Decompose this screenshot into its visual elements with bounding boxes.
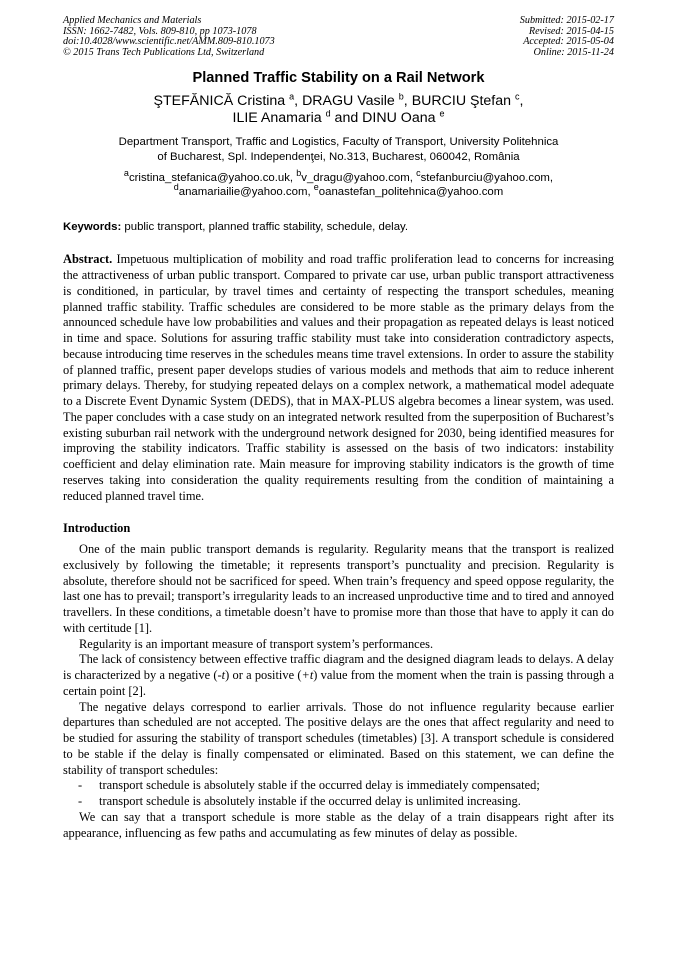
- dash-bullet: -: [78, 778, 83, 793]
- journal-header: [63, 16, 614, 58]
- date-revised: Revised: 2015-04-15: [528, 25, 614, 37]
- list-item: [63, 794, 614, 810]
- email-mark: a: [123, 168, 129, 179]
- dash-bullet: -: [78, 794, 83, 809]
- email-line: [63, 182, 614, 199]
- date-online: Online: 2015-11-24: [533, 46, 614, 58]
- date-submitted: Submitted: 2015-02-17: [519, 15, 614, 26]
- journal-doi: doi:10.4028/www.scientific.net/AMM.809-810.1073: [63, 36, 275, 48]
- email-address[interactable]: anamariailie@yahoo.com,: [178, 186, 314, 199]
- paragraph: The negative delays correspond to earlier arrivals. Those do not influence regularity because earlier departures than scheduled are not accepted. The positive delays are the ones that affect regularity and need to be studied for assuring the stability of transport schedules (timetables) [3]. A transport schedule is considered to be stable if the delay is finally compensated or eliminated. Based on this statement, we can define the stability of transport schedules:: [63, 699, 614, 777]
- author-name: ŞTEFĂNICĂ Cristina: [153, 93, 286, 110]
- email-address[interactable]: stefanburciu@yahoo.com,: [420, 172, 554, 185]
- journal-issn: ISSN: 1662-7482, Vols. 809-810, pp 1073-1078: [63, 25, 257, 37]
- journal-copyright: © 2015 Trans Tech Publications Ltd, Switzerland: [63, 46, 265, 58]
- author-affil-mark: d: [325, 108, 331, 119]
- paragraph: [63, 652, 614, 699]
- email-address[interactable]: oanastefan_politehnica@yahoo.com: [318, 186, 504, 199]
- list-item: [63, 778, 614, 794]
- section-heading-introduction: Introduction: [63, 521, 131, 536]
- affiliation-line: of Bucharest, Spl. Independenţei, No.313, Bucharest, 060042, România: [157, 151, 520, 164]
- affiliation: [63, 135, 614, 165]
- keywords-label: Keywords:: [63, 221, 122, 234]
- paragraph: One of the main public transport demands is regularity. Regularity means that the transport is realized exclusively by following the timetable; it represents transport’s punctuality and precision. Regularity is absolute, therefore should not be sacrificed for speed. When train’s frequency and speed oppose regularity, the last one has to prevail; transport’s irregularity leads to an increased unproductive time and to tired and annoyed travellers. In these conditions, a timetable doesn’t have to promise more than those that have to apply it can do with certitude [1].: [63, 542, 614, 635]
- author-list: [63, 93, 614, 127]
- list-item-text: transport schedule is absolutely instable if the occurred delay is unlimited increasing.: [99, 794, 521, 809]
- author-name: ILIE Anamaria: [232, 110, 322, 127]
- abstract: [63, 252, 614, 504]
- author-affil-mark: c: [515, 91, 520, 102]
- email-mark: e: [313, 182, 319, 193]
- email-line: [63, 168, 614, 185]
- paragraph-text: ) or a positive (: [225, 668, 302, 683]
- email-address[interactable]: v_dragu@yahoo.com,: [301, 172, 417, 185]
- date-accepted: Accepted: 2015-05-04: [523, 36, 614, 48]
- paragraph-text: The lack of consistency between effective traffic diagram and the designed diagram leads to delays. A delay is characterized by a negative (: [63, 652, 614, 683]
- math-negative-t: -t: [217, 668, 226, 683]
- author-affil-mark: b: [398, 91, 404, 102]
- email-address[interactable]: cristina_stefanica@yahoo.co.uk,: [128, 172, 297, 185]
- author-affil-mark: a: [289, 91, 295, 102]
- email-mark: d: [173, 182, 179, 193]
- paragraph: We can say that a transport schedule is more stable as the delay of a train disappears right after its appearance, influencing as few paths and accumulating as few minutes of delay as possible.: [63, 809, 614, 840]
- author-separator: ,: [294, 93, 303, 110]
- keywords-text: public transport, planned traffic stability, schedule, delay.: [121, 221, 409, 234]
- journal-info: [63, 16, 275, 58]
- abstract-text: Impetuous multiplication of mobility and road traffic proliferation lead to concerns for increasing the attractiveness of urban public transport. Compared to private car use, urban public transport attractiveness is conditioned, in particular, by travel times and certainty of respecting the transport schedules, meaning planned traffic stability. Traffic schedules are considered to be more stable as the primary delays from the announced schedule have low probabilities and values and their propagation as repeated delays is least noticed in time and space. Solutions for assuring traffic stability must take into consideration contradictory aspects, because introducing time reserves in the schedules means time travel extensions. In order to assure the stability of planned traffic, present paper develops studies of various models and methods that aim to reduce inherent primary delays. Thereby, for studying repeated delays on a complex network, a mathematical model adequate to a Discrete Event Dynamic System (DEDS), that in MAX-PLUS algebra becomes a linear system, was used. The paper concludes with a case study on an integrated network resulted from the superposition of Bucharest’s existing suburban rail network with the underground network designed for 2030, being identified measures for improving the stability indicators. Traffic stability is assessed on the basis of two indicators: instability coefficient and delay elimination rate. Main measure for improving stability indicators is the growth of time reserves taking into consideration the quality requirements resulting from the condition of maintaining a reduced planned travel time.: [63, 252, 614, 503]
- author-name: BURCIU Ştefan: [411, 93, 512, 110]
- journal-name: Applied Mechanics and Materials: [63, 15, 202, 26]
- list-item-text: transport schedule is absolutely stable if the occurred delay is immediately compensated;: [99, 778, 540, 793]
- author-separator: ,: [403, 93, 412, 110]
- paragraph: Regularity is an important measure of transport system’s performances.: [79, 636, 434, 651]
- email-mark: c: [416, 168, 421, 179]
- affiliation-line: Department Transport, Traffic and Logistics, Faculty of Transport, University Politehnica: [118, 136, 559, 149]
- keywords: [63, 220, 614, 234]
- author-affil-mark: e: [439, 108, 445, 119]
- submission-dates: [520, 16, 614, 58]
- stability-definition-list: [63, 778, 614, 810]
- paper-title: Planned Traffic Stability on a Rail Network: [192, 70, 485, 87]
- paragraph-text: ) value from the moment when the train is passing through a certain point [2].: [63, 668, 615, 698]
- author-emails: [63, 168, 614, 199]
- author-name: DRAGU Vasile: [302, 93, 395, 110]
- author-name: DINU Oana: [362, 110, 436, 127]
- abstract-label: Abstract.: [63, 252, 113, 267]
- author-separator: and: [330, 110, 363, 127]
- author-separator: ,: [519, 93, 524, 110]
- math-positive-t: +t: [301, 668, 314, 683]
- email-mark: b: [296, 168, 302, 179]
